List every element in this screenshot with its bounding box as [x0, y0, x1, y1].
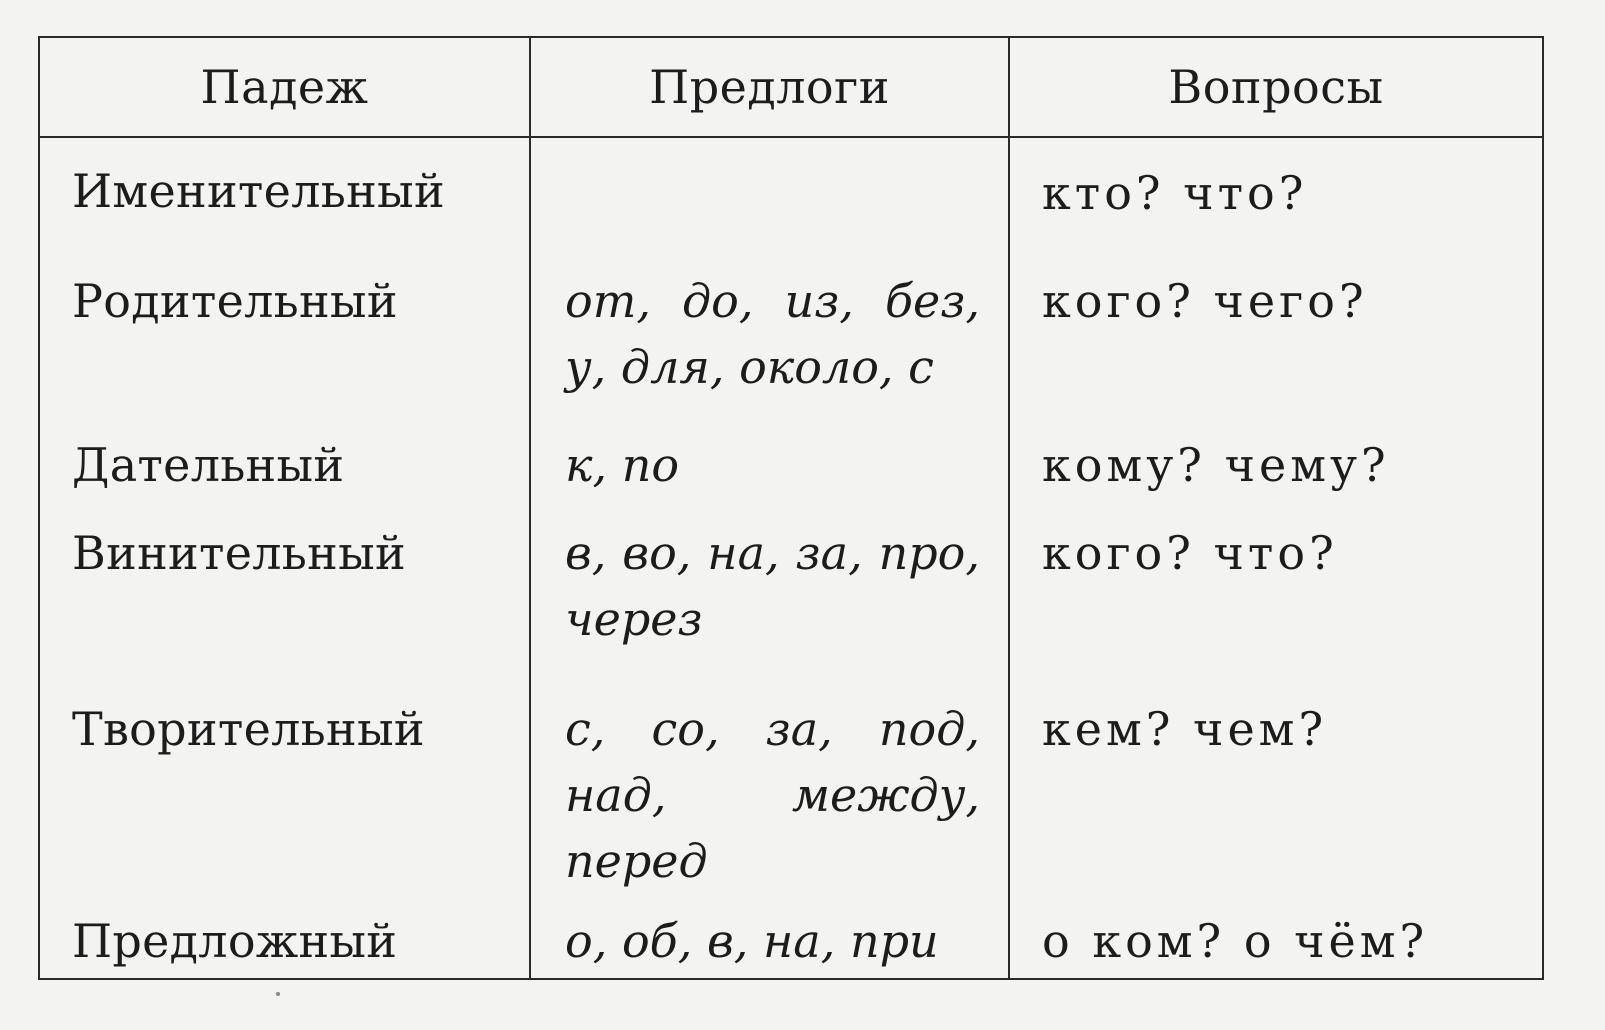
questions-cell: о ком? о чём? — [1009, 904, 1542, 978]
header-questions: Вопросы — [1009, 38, 1542, 137]
case-name: Именительный — [72, 164, 445, 218]
prepositions-text: к, по — [565, 438, 680, 492]
prepositions-cell — [530, 688, 1009, 904]
prepositions-cell — [530, 258, 1009, 428]
case-name: Творительный — [72, 702, 425, 756]
header-prepositions: Предлоги — [530, 38, 1009, 137]
prepositions-text: от, до, из, без, у, для, около, с — [565, 274, 980, 394]
prepositions-cell — [530, 428, 1009, 514]
questions-cell: кого? что? — [1009, 514, 1542, 688]
questions-cell: кому? чему? — [1009, 428, 1542, 514]
prepositions-text: в, во, на, за, про, через — [565, 526, 980, 646]
prepositions-text: с, со, за, под, над, между, перед — [565, 702, 980, 888]
prepositions-text: о, об, в, на, при — [565, 914, 939, 968]
case-name: Предложный — [72, 914, 398, 968]
questions-cell: кого? чего? — [1009, 258, 1542, 428]
print-speck — [276, 992, 280, 996]
case-name: Дательный — [72, 438, 345, 492]
table-row — [40, 904, 1542, 978]
questions-cell: кто? что? — [1009, 137, 1542, 258]
table-row — [40, 258, 1542, 428]
prepositions-cell — [530, 904, 1009, 978]
case-table — [38, 36, 1544, 980]
table-row — [40, 514, 1542, 688]
table-header-row — [40, 38, 1542, 137]
prepositions-cell — [530, 137, 1009, 258]
prepositions-cell — [530, 514, 1009, 688]
table-row — [40, 428, 1542, 514]
table-row — [40, 688, 1542, 904]
case-name: Винительный — [72, 526, 406, 580]
case-prepositions-table — [40, 38, 1542, 978]
header-case: Падеж — [40, 38, 530, 137]
table-row — [40, 137, 1542, 258]
case-name: Родительный — [72, 274, 398, 328]
questions-cell: кем? чем? — [1009, 688, 1542, 904]
